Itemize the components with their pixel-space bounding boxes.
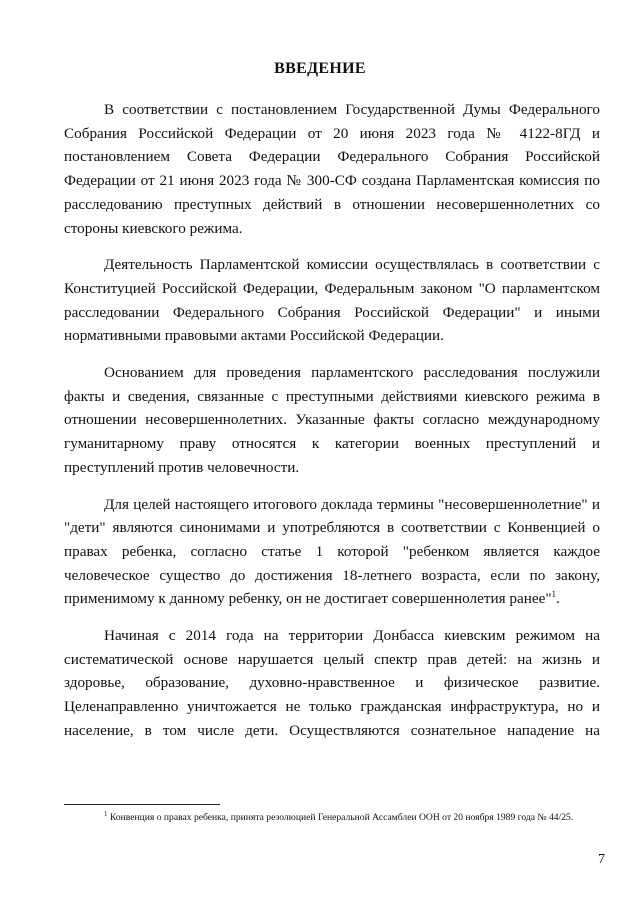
paragraph-5: Начиная с 2014 года на территории Донбасса киевским режимом на систематической основе нарушается целый спектр прав детей: на жизнь и здоровье, образование, духовно-нравственное и физическое развитие. Целенаправленно уничтожается не только гражданская инфраструктура, но и население, в том числе дети. Осуществляются сознательное нападение на bbox=[64, 627, 600, 739]
paragraph-4-text: Для целей настоящего итогового доклада термины "несовершеннолетние" и "дети" являются синонимами и употребляются в соответствии с Конвенцией о правах ребенка, согласно статье 1 которой "ребенком является каждое человеческое существо до достижения 18-летнего возраста, если по закону, применимому к данному ребенку, он не достигает совершеннолетия ранее" bbox=[64, 495, 600, 608]
paragraph-4: Для целей настоящего итогового доклада термины "несовершеннолетние" и "дети" являются синонимами и употребляются в соответствии с Конвенцией о правах ребенка, согласно статье 1 которой "ребенком является каждое человеческое существо до достижения 18-летнего возраста, если по закону, применимому к данному ребенку, он не достигает совершеннолетия ранее"$^1$. bbox=[64, 495, 600, 608]
footnote bbox=[64, 811, 600, 825]
body-text bbox=[64, 98, 600, 756]
paragraph-2: Деятельность Парламентской комиссии осуществлялась в соответствии с Конституцией Российской Федерации, Федеральным законом "О парламентском расследовании Федерального Собрания Российской Федерации" и иными нормативными правовыми актами Российской Федерации. bbox=[64, 256, 600, 345]
footnote-text: Конвенция о правах ребенка, принята резолюцией Генеральной Ассамблеи ООН от 20 ноября 1989 года № 44/25. bbox=[109, 812, 574, 823]
footnote-marker: 1 bbox=[104, 809, 108, 818]
footnote-reference[interactable]: 1 bbox=[551, 589, 557, 600]
footnote-divider bbox=[64, 804, 220, 805]
paragraph-3: Основанием для проведения парламентского расследования послужили факты и сведения, связанные с преступными действиями киевского режима в отношении несовершеннолетних. Указанные факты согласно международному гуманитарному праву относятся к категории военных преступлений и преступлений против человечности. bbox=[64, 364, 600, 476]
paragraph-1: В соответствии с постановлением Государственной Думы Федерального Собрания Российской Федерации от 20 июня 2023 года № 4122-8ГД и постановлением Совета Федерации Федерального Собрания Российской Федерации от 21 июня 2023 года № 300-СФ создана Парламентская комиссия по расследованию преступных действий в отношении несовершеннолетних со стороны киевского режима. bbox=[64, 101, 600, 237]
page-title: ВВЕДЕНИЕ bbox=[274, 60, 366, 77]
page-number: 7 bbox=[598, 852, 605, 867]
